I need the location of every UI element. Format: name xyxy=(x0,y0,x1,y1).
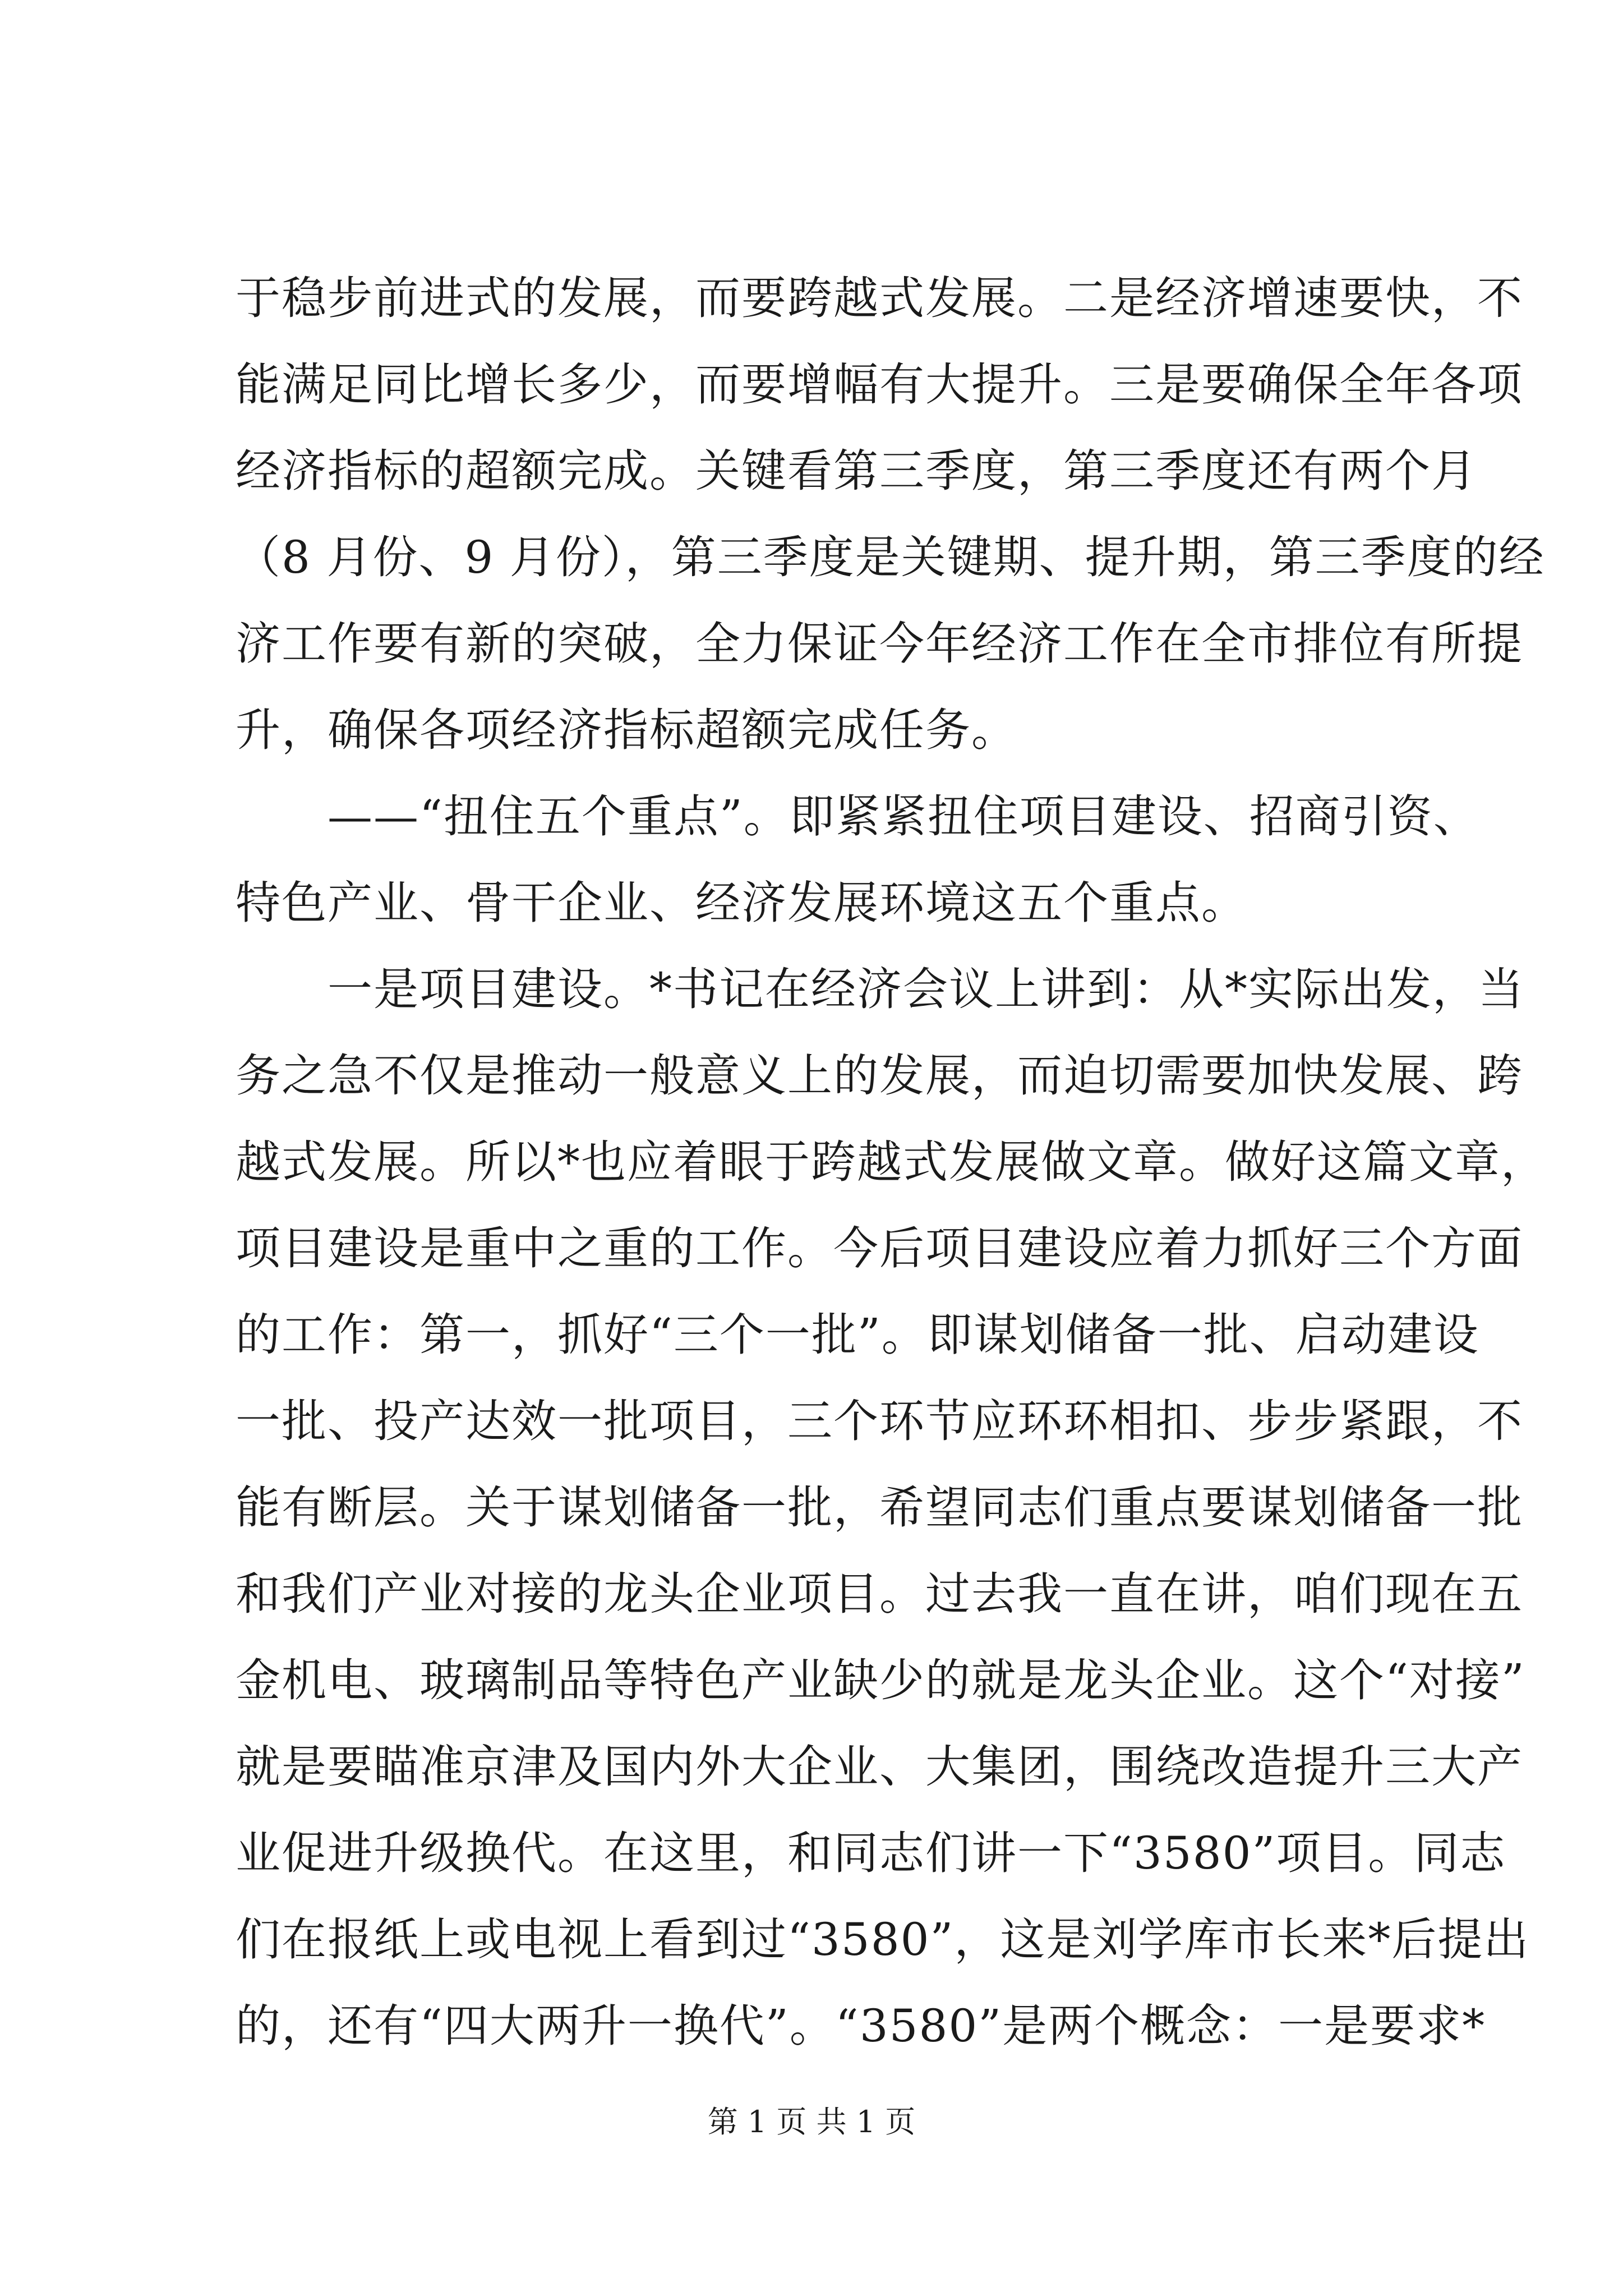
text-line: 就是要瞄准京津及国内外大企业、大集团，围绕改造提升三大产 xyxy=(236,1741,1523,1793)
text-line: 们在报纸上或电视上看到过“3580”，这是刘学库市长来*后提出 xyxy=(236,1913,1530,1966)
text-line: 特色产业、骨干企业、经济发展环境这五个重点。 xyxy=(236,877,1247,929)
text-line: 务之急不仅是推动一般意义上的发展，而迫切需要加快发展、跨 xyxy=(236,1050,1523,1102)
document-body xyxy=(236,255,1547,2069)
text-line: 能有断层。关于谋划储备一批，希望同志们重点要谋划储备一批 xyxy=(236,1481,1523,1534)
page-number-label: 第 1 页 共 1 页 xyxy=(707,2104,916,2139)
page-footer xyxy=(0,2098,1623,2141)
text-line: 一批、投产达效一批项目，三个环节应环环相扣、步步紧跟，不 xyxy=(236,1395,1523,1447)
text-line: 升，确保各项经济指标超额完成任务。 xyxy=(236,704,1017,756)
text-line: 越式发展。所以*也应着眼于跨越式发展做文章。做好这篇文章， xyxy=(236,1136,1547,1188)
text-line: 和我们产业对接的龙头企业项目。过去我一直在讲，咱们现在五 xyxy=(236,1568,1523,1620)
text-line: 的，还有“四大两升一换代”。“3580”是两个概念：一是要求* xyxy=(236,2000,1486,2052)
text-line: 能满足同比增长多少，而要增幅有大提升。三是要确保全年各项 xyxy=(236,358,1523,411)
text-line: 业促进升级换代。在这里，和同志们讲一下“3580”项目。同志 xyxy=(236,1827,1506,1879)
text-line: 一是项目建设。*书记在经济会议上讲到：从*实际出发，当 xyxy=(236,963,1524,1015)
text-line: 金机电、玻璃制品等特色产业缺少的就是龙头企业。这个“对接” xyxy=(236,1654,1525,1706)
text-line: 济工作要有新的突破，全力保证今年经济工作在全市排位有所提 xyxy=(236,618,1523,670)
text-line: ——“扭住五个重点”。即紧紧扭住项目建设、招商引资、 xyxy=(236,790,1479,843)
text-line: 项目建设是重中之重的工作。今后项目建设应着力抓好三个方面 xyxy=(236,1222,1523,1274)
text-line: 经济指标的超额完成。关键看第三季度，第三季度还有两个月 xyxy=(236,445,1477,497)
text-line: 于稳步前进式的发展，而要跨越式发展。二是经济增速要快，不 xyxy=(236,272,1523,324)
text-line: （8 月份、9 月份），第三季度是关键期、提升期，第三季度的经 xyxy=(236,531,1545,583)
text-line: 的工作：第一，抓好“三个一批”。即谋划储备一批、启动建设 xyxy=(236,1309,1479,1361)
